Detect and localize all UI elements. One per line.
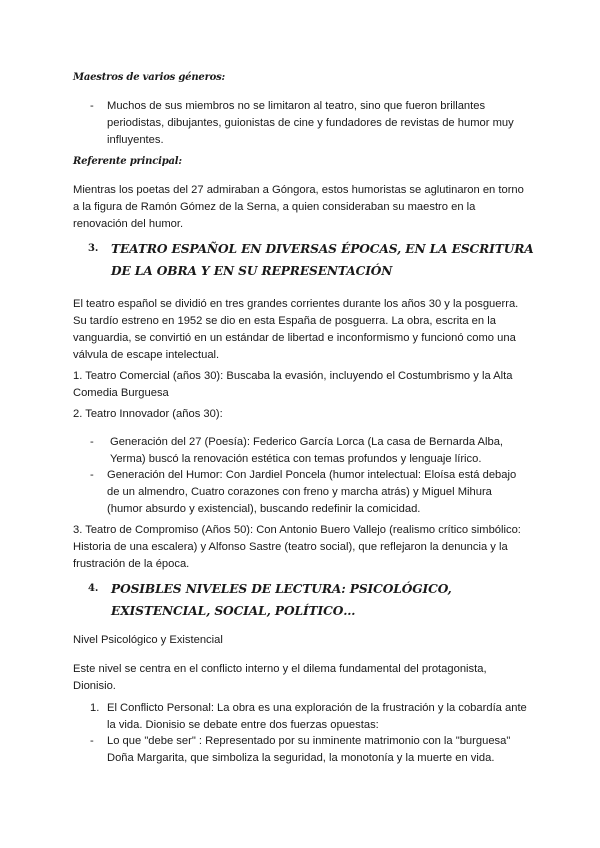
bullet-marker: - (90, 469, 94, 481)
section-3-number: 3. (88, 243, 99, 254)
section-3-title: TEATRO ESPAÑOL EN DIVERSAS ÉPOCAS, EN LA ESCRITURA DE LA OBRA Y EN SU REPRESENTACIÓN (111, 242, 534, 278)
section-4-heading (88, 578, 538, 622)
bullet-marker: - (90, 100, 94, 112)
bullet-text: Lo que "debe ser" : Representado por su inminente matrimonio con la "burguesa" Doña Margarita, que simboliza la seguridad, la monotonía y la muerte en vida. (107, 735, 511, 764)
bullet-text: Generación del Humor: Con Jardiel Poncela (humor intelectual: Eloísa está debajo de un almendro, Cuatro corazones con freno y marcha atrás) y Miguel Mihura (humor absurdo y existencial), buscando redefinir la comicidad. (107, 469, 517, 515)
bullet-text: Generación del 27 (Poesía): Federico García Lorca (La casa de Bernarda Alba, Yerma) buscó la renovación estética con temas profundos y lenguaje lírico. (110, 436, 504, 465)
bullet-maestros (90, 98, 530, 149)
level-title: Nivel Psicológico y Existencial (73, 634, 223, 646)
subtitle-maestros: Maestros de varios géneros: (73, 72, 226, 83)
bullet-marker: - (90, 735, 94, 747)
paragraph-nivel: Este nivel se centra en el conflicto interno y el dilema fundamental del protagonista, Dionisio. (73, 663, 487, 692)
section-4-title: POSIBLES NIVELES DE LECTURA: PSICOLÓGICO, EXISTENCIAL, SOCIAL, POLÍTICO… (111, 582, 452, 618)
bullet-generacion-27 (90, 434, 530, 468)
paragraph-intro-teatro: El teatro español se dividió en tres grandes corrientes durante los años 30 y la posguerra. Su tardío estreno en 1952 se dio en esta España de posguerra. La obra, escrita en la vanguardia, se convirtió en un estándar de libertad e inconformismo y funcionó como una válvula de escape intelectual. (73, 298, 519, 361)
bullet-marker: - (90, 436, 94, 448)
subtitle-referente: Referente principal: (73, 156, 182, 167)
list-item-teatro-compromiso: 3. Teatro de Compromiso (Años 50): Con Antonio Buero Vallejo (realismo crítico simbólico: Historia de una escalera) y Alfonso Sastre (teatro social), que reflejaron la denuncia y la frustración de la época. (73, 524, 521, 570)
bullet-text: Muchos de sus miembros no se limitaron al teatro, sino que fueron brillantes periodistas, dibujantes, guionistas de cine y fundadores de revistas de humor muy influyentes. (107, 100, 514, 146)
item-text: El Conflicto Personal: La obra es una exploración de la frustración y la cobardía ante la vida. Dionisio se debate entre dos fuerzas opuestas: (107, 702, 527, 731)
section-4-number: 4. (88, 583, 99, 594)
bullet-debe-ser (90, 733, 530, 767)
numbered-item-conflicto (90, 700, 530, 734)
section-3-heading (88, 238, 538, 282)
list-item-teatro-innovador: 2. Teatro Innovador (años 30): (73, 408, 223, 420)
item-number: 1. (90, 702, 100, 714)
paragraph-referente: Mientras los poetas del 27 admiraban a Góngora, estos humoristas se aglutinaron en torno a la figura de Ramón Gómez de la Serna, a quien consideraban su maestro en la renovación del humor. (73, 184, 524, 230)
list-item-teatro-comercial: 1. Teatro Comercial (años 30): Buscaba la evasión, incluyendo el Costumbrismo y la Alta Comedia Burguesa (73, 370, 513, 399)
bullet-generacion-humor (90, 467, 530, 518)
